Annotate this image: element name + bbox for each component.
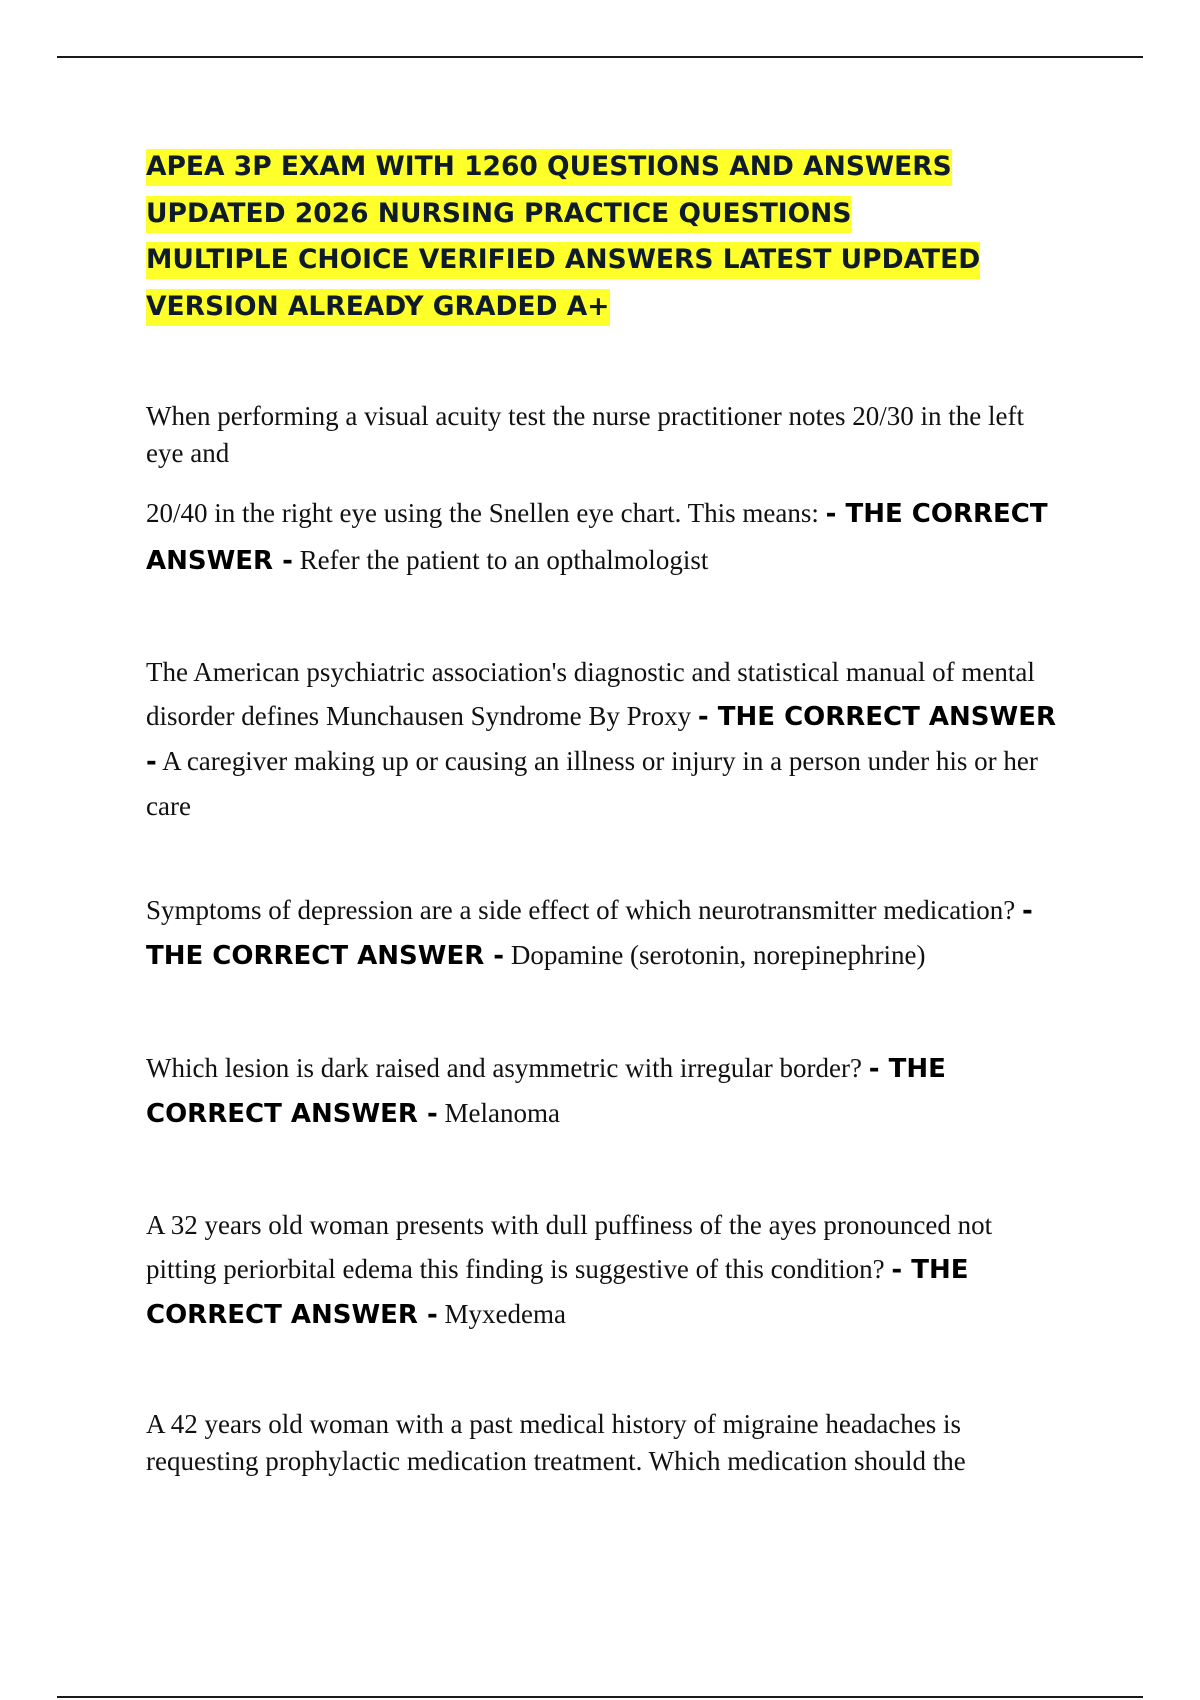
question-text: Which lesion is dark raised and asymmetric with irregular border? [146, 1053, 863, 1083]
question-text: A 32 years old woman presents with dull puffiness of the ayes pronounced not pitting periorbital edema this finding is suggestive of this condition? [146, 1210, 993, 1284]
answer-text: Myxedema [444, 1299, 566, 1329]
question-4 [146, 1046, 1066, 1136]
question-text: A 42 years old woman with a past medical history of migraine headaches is requesting prophylactic medication treatment. Which medication should the [146, 1409, 966, 1476]
top-divider [57, 56, 1143, 58]
answer-key-label: - THE CORRECT ANSWER - [146, 702, 1056, 777]
question-text: Symptoms of depression are a side effect of which neurotransmitter medication? [146, 895, 1016, 925]
question-text: The American psychiatric association's diagnostic and statistical manual of mental disorder defines Munchausen Syndrome By Proxy [146, 657, 1035, 731]
bottom-divider [57, 1696, 1143, 1698]
answer-text: Dopamine (serotonin, norepinephrine) [510, 940, 926, 970]
answer-text: A caregiver making up or causing an illness or injury in a person under his or her care [146, 746, 1038, 821]
answer-text: Refer the patient to an opthalmologist [299, 545, 709, 575]
answer-key-label: - THE CORRECT ANSWER - [146, 1054, 946, 1129]
question-5 [146, 1203, 1066, 1337]
title-line: MULTIPLE CHOICE VERIFIED ANSWERS LATEST UPDATED [146, 242, 980, 279]
question-1-text [146, 398, 1066, 472]
question-6 [146, 1406, 1066, 1480]
answer-text: Melanoma [444, 1098, 560, 1128]
answer-key-label: - THE CORRECT ANSWER - [146, 896, 1033, 971]
question-3 [146, 888, 1066, 978]
title-line: UPDATED 2026 NURSING PRACTICE QUESTIONS [146, 196, 851, 233]
answer-key-label: - THE CORRECT ANSWER - [146, 1255, 969, 1330]
question-2 [146, 650, 1066, 828]
question-1-answer-line [146, 490, 1066, 584]
question-text: When performing a visual acuity test the nurse practitioner notes 20/30 in the left eye and [146, 401, 1024, 468]
question-text: 20/40 in the right eye using the Snellen eye chart. This means: [146, 498, 819, 528]
document-title [146, 144, 1066, 330]
title-line: VERSION ALREADY GRADED A+ [146, 289, 610, 326]
title-line: APEA 3P EXAM WITH 1260 QUESTIONS AND ANSWERS [146, 149, 952, 186]
answer-key-label: - THE CORRECT ANSWER - [146, 499, 1048, 576]
